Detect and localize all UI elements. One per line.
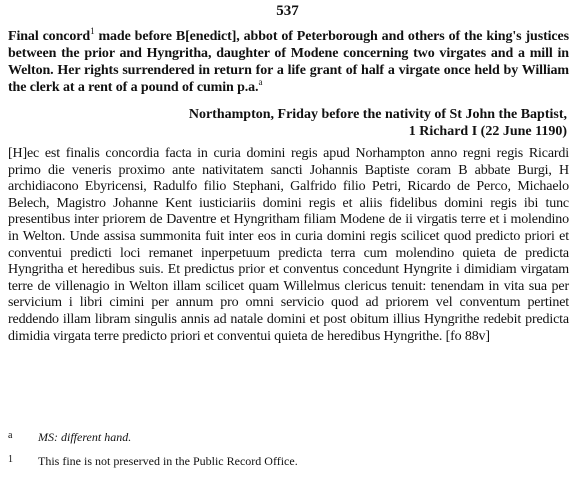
dateline-regnal-date: 1 Richard I (22 June 1190): [408, 124, 567, 139]
page-number: 537: [276, 3, 299, 19]
footnote-mark: a: [8, 430, 13, 441]
footnotes: [8, 428, 569, 476]
footnote-text: MS: different hand.: [38, 430, 132, 444]
latin-text: [H]ec est finalis concordia facta in curia domini regis apud Norhampton anno regni regis Ricardi primo die veneris proximo ante nativitatem sancti Johannis Baptiste coram B abbate Burgi, H archidiacono Ebyricensi, Radulfo filio Stephani, Galfrido filio Petri, Ricardo de Perco, Michaelo Belech, Magistro Johanne Kent iusticiariis domini regis et aliis fidelibus domini regis ibi tunc presentibus inter priorem de Daventre et Hyngritham filiam Modene de ii virgatis terre et i molendino in Welton. Unde assisa summonita fuit inter eos in curia domini regis scilicet quod predicto priori et conventui predicti loci remanet inperpetuum predicta terra cum molendino quieta de predicta Hyngritha et heredibus suis. Et predictus prior et conventus concedunt Hyngrite i dimidiam virgatam terre de villenagio in Welton illam scilicet quam Willelmus clericus tenuit: tenendam in vita sua per servicium i libri cimini per annum pro omni servicio quod ad priorem vel conventum pertinet reddendo illam libram singulis annis ad natale domini et post obitum illius Hyngrithe redebit predicta dimidia virgata terre predicto priori et conventui quieta de heredibus Hyngrithe. [fo 88v]: [8, 146, 569, 344]
summary-text-end: made before B[enedict], abbot of Peterborough and others of the king's justices between the prior and Hyngritha, daughter of Modene concerning two virgates and a mill in Welton. Her rights surrendered in return for a life grant of half a virgate once held by William the clerk at a rent of a pound of cumin p.a.: [8, 29, 570, 95]
footnote-mark: 1: [8, 454, 13, 465]
dateline: [189, 106, 567, 140]
summary-text-start: Final concord: [8, 29, 91, 44]
dateline-place-date: Northampton, Friday before the nativity of St John the Baptist,: [188, 107, 567, 122]
footnote-reference-a: a: [258, 77, 263, 87]
footnote-reference-1: 1: [90, 26, 95, 36]
footnote-a: [8, 428, 569, 452]
footnote-1: [8, 452, 569, 476]
footnote-text: This fine is not preserved in the Public Record Office.: [38, 454, 298, 468]
document-summary: [8, 28, 569, 96]
